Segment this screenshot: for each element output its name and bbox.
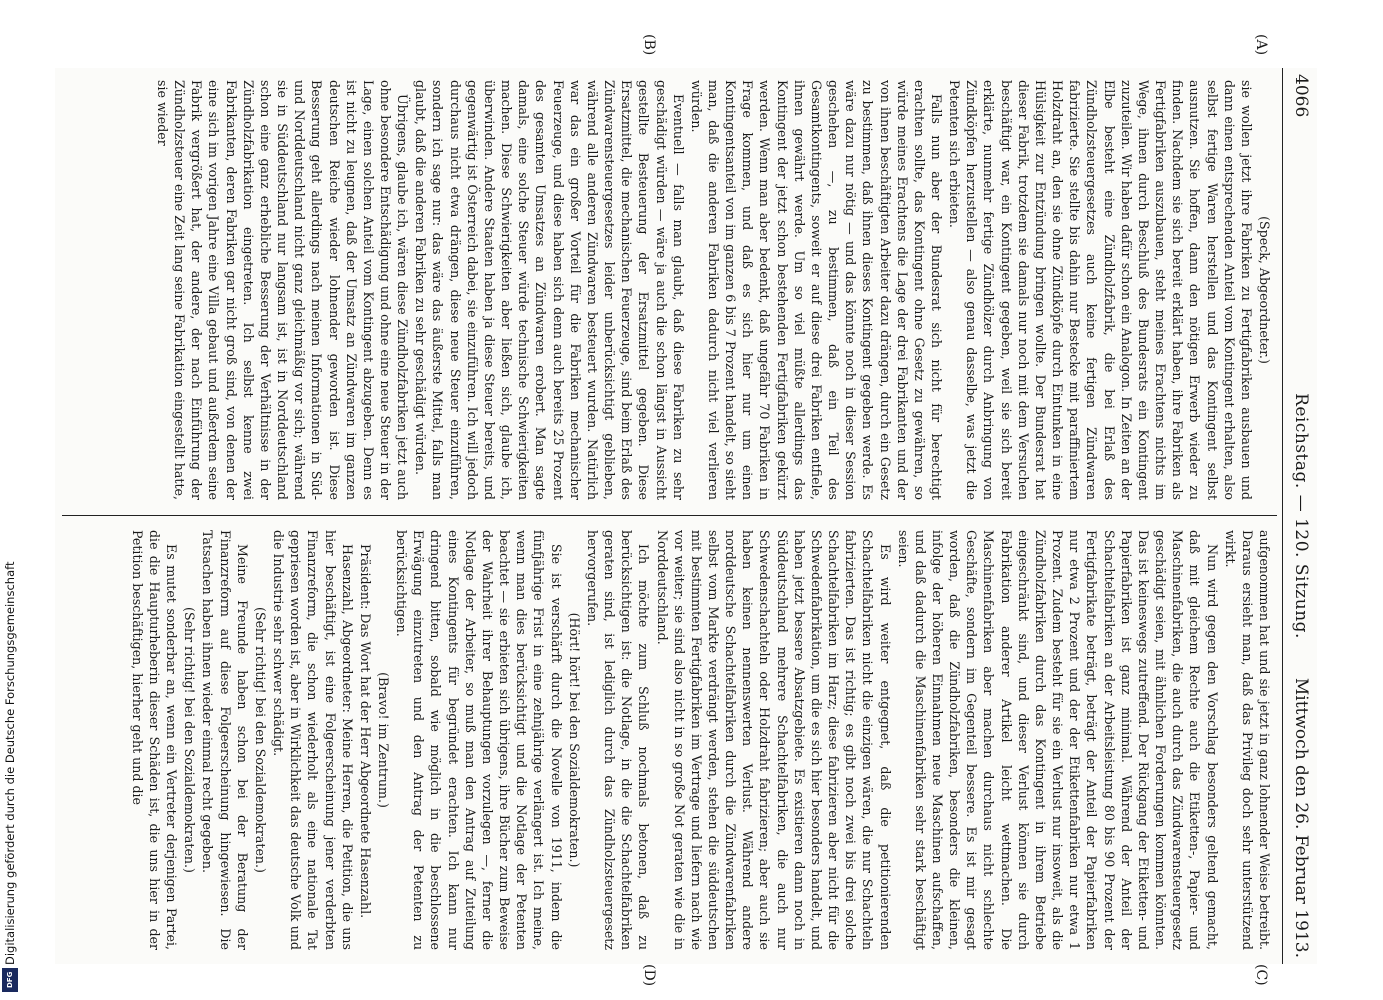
paragraph: sie wollen jetzt ihre Fabriken zu Fertigfabriken ausbauen und dann einen entsprechenden Anteil vom Kontingent erhalten, also selbst fertige Waren herstellen und das Kontingent selbst ausnutzen. Sie hoffen, dann den nötigen Erwerb wieder zu finden. Nachdem sie sich bereit erklärt haben, ihre Fabriken als Fertigfabriken auszubauen, steht meines Erachtens nichts im Wege, ihnen durch Beschluß des Bundesrats ein Kontingent zuzuteilen. Wir haben dafür schon ein Analogon. In Zeiten an der Elbe besteht eine Zündholzfabrik, die bei Erlaß des Zündholzsteuergesetzes auch keine fertigen Zündwaren fabrizierte. Sie stellte bis dahin nur Bestecke mit paraffiniertem Holzdraht an, den sie ohne Zündköpfe durch Eintunken in eine Hülsigkeit zur Entzündung bringen wollte. Der Bundesrat hat dieser Fabrik, trotzdem sie damals nur noch mit dem Versuchen beschäftigt war, ein Kontingent gegeben, weil sie sich bereit erklärte, nunmehr fertige Zündhölzer durch Anbringung von Zündköpfen herzustellen — also genau dasselbe, was jetzt die Petenten sich erbieten. <box>947 80 1254 500</box>
interjection: (Sehr richtig! bei den Sozialdemokraten.) <box>182 607 198 873</box>
column-divider <box>62 515 1277 516</box>
scanned-page <box>55 34 1317 987</box>
session-date: Mittwoch den 26. Februar 1913. <box>1291 677 1311 958</box>
sidebar-attribution <box>0 0 24 1000</box>
dfg-attribution-text: Digitalisierung gefördert durch die Deutsche Forschungsgemeinschaft <box>3 561 17 965</box>
paragraph: Es mutet sonderbar an, wenn ein Vertreter derjenigen Partei, die die Haupturheberin dieser Schäden ist, die uns hier in der Petition beschäftigen, hierher geht und die <box>129 530 180 950</box>
paragraph: Eventuell — falls man glaubt, daß diese Fabriken zu sehr geschädigt würden — wäre ja auch die schon längst in Aussicht gestellte Besteuerung der Ersatzmittel gegeben. Diese Ersatzmittel, die mechanischen Feuerzeuge, sind beim Erlaß des Zündwarensteuergesetzes leider unberücksichtigt geblieben, während alle anderen Zündwaren besteuert wurden. Natürlich war das ein großer Vorteil für die Fabriken mechanischer Feuerzeuge, und diese haben sich denn auch bereits 25 Prozent des gesamten Umsatzes an Zündwaren erobert. Man sagte damals, eine solche Steuer würde technische Schwierigkeiten machen. Diese Schwierigkeiten aber ließen sich, glaube ich, überwinden. Andere Staaten haben ja diese Steuer bereits, und gegenwärtig ist Österreich dabei, sie einzuführen. Ich will jedoch durchaus nicht etwa drängen, diese neue Steuer einzuführen, sondern ich sage nur: das wäre das äußerste Mittel, falls man glaubt, daß die anderen Fabriken zu sehr geschädigt würden. <box>413 80 686 500</box>
interjection: (Sehr richtig! bei den Sozialdemokraten.) <box>252 607 268 873</box>
margin-mark-c: (C) <box>1253 964 1269 986</box>
margin-mark-d: (D) <box>641 964 657 987</box>
paragraph: Meine Freunde haben schon bei der Beratung der Finanzreform auf diese Folgeerscheinung hingewiesen. Die Tatsachen haben ihnen wieder einmal recht gegeben. <box>200 530 250 950</box>
paragraph: Ich möchte zum Schluß nochmals betonen, daß zu berücksichtigen ist: die Notlage, in die die Schachtelfabriken geraten sind, ist lediglich durch das Zündholzsteuergesetz hervorgerufen. <box>584 530 652 950</box>
paragraph: Hasenzahl, Abgeordneter: Meine Herren, die Petition, die uns hier beschäftigt, ist eine Folgeerscheinung jener verderbten Finanzreform, die schon wiederholt als eine nationale Tat gepriesen worden ist, aber in Wirklichkeit das deutsche Volk und die Industrie sehr schwer schädigt. <box>271 530 355 950</box>
scanned-page-wrapper <box>55 34 1317 987</box>
running-head: Reichstag. — 120. Sitzung. <box>1291 393 1311 639</box>
paragraph: Nun wird gegen den Vorschlag besonders geltend gemacht, daß mit gleichem Rechte auch die Etiketten-, Papier- und Maschinenfabriken, die auch durch das Zündwarensteuergesetz geschädigt seien, mit ähnlichen Forderungen kommen könnten. Das ist keineswegs zutreffend. Der Rückgang der Etiketten- und Papierfabriken ist ganz minimal. Während der Anteil der Schachtelfabriken an der Arbeitsleistung 80 bis 90 Prozent der Fertigfabrikate beträgt, beträgt der Anteil der Papierfabriken nur etwa 2 Prozent und der der Etikettenfabriken nur etwa 1 Prozent. Zudem besteht für sie ein Verlust nur insoweit, als die Zündholzfabriken durch das Kontingent in ihrem Betriebe eingeschränkt sind, und dieser Verlust können sie durch Fabrikation anderer Artikel leicht wettmachen. Die Maschinenfabriken aber machen durchaus nicht schlechte Geschäfte, sondern im Gegenteil bessere. Es ist mir gesagt worden, daß die Zündholzfabriken, besonders die kleinen, infolge der höheren Einnahmen neue Maschinen aufschaffen, und daß dadurch die Maschinenfabriken sehr stark beschäftigt seien. <box>895 530 1220 950</box>
president-statement: Präsident: Das Wort hat der Herr Abgeordnete Hasenzahl. <box>357 544 373 919</box>
paragraph: Falls nun aber der Bundesrat sich nicht für berechtigt erachten sollte, das Kontingent ohne Gesetz zu gewähren, so würde meines Erachtens die Lage der drei Fabrikanten und der von ihnen beschäftigten Arbeiter dazu drängen, durch ein Gesetz zu bestimmen, daß ihnen dieses Kontingent gegeben werde. Es wäre dazu nur nötig — und das könnte noch in dieser Session geschehen —, zu bestimmen, daß ein Teil des Gesamtkontingents, soweit er auf diese drei Fabriken entfiele, ihnen gewährt werde. Um so viel müßte allerdings das Kontingent der jetzt schon bestehenden Fertigfabriken gekürzt werden. Wenn man aber bedenkt, daß ungefähr 70 Fabriken in Frage kommen, und daß es sich hier nur um einen Kontingentsanteil von im ganzen 6 bis 7 Prozent handelt, so sieht man, daß die anderen Fabriken dadurch nicht viel verlieren würden. <box>688 80 945 500</box>
margin-mark-b: (B) <box>641 34 657 56</box>
speaker-line: (Speck, Abgeordneter.) <box>1257 216 1272 364</box>
right-column <box>63 530 1273 950</box>
paragraph: Sie ist verschärft durch die Novelle von 1911, indem die fünfjährige Frist in eine zehnjährige verlängert ist. Ich meine, wenn man dies berücksichtigt und die Notlage der Petenten beachtet — sie erbieten sich übrigens, ihre Bücher zum Beweise der Wahrheit ihrer Behauptungen vorzulegen —, ferner die Notlage der Arbeiter, so muß man den Antrag auf Zuteilung eines Kontingents für begründet erachten. Ich kann nur dringend bitten, sobald wie möglich in die beschlossene Erwägung einzutreten und den Antrag der Petenten zu berücksichtigen. <box>394 530 564 950</box>
interjection: (Hört! hört! bei den Sozialdemokraten.) <box>566 612 582 868</box>
page-number: 4066 <box>1291 74 1311 118</box>
paragraph: Es wird weiter entgegnet, daß die petitionierenden Schachtelfabriken nicht die einzigen wären, die nur Schachteln fabrizierten. Das ist richtig; es gibt noch zwei bis drei solche Schachtelfabriken im Harz; diese fabrizieren aber nicht für die Schwedenfabrikation, um die es sich hier besonders handelt, und haben jetzt bessere Absatzgebiete. Es existieren dann noch in Süddeutschland mehrere Schachtelfabriken, die auch nur Schwedenschachteln oder Holzdraht fabrizieren; aber auch sie haben keinen nennenswerten Verlust. Während andere norddeutsche Schachtelfabriken durch die Zündwarenfabriken selbst vom Markte verdrängt werden, stehen die süddeutschen mit bestimmten Fertigfabriken im Vertrage und liefern nach wie vor weiter; sie sind also nicht in so große Not geraten wie die in Norddeutschland. <box>654 530 893 950</box>
margin-mark-a: (A) <box>1253 34 1269 56</box>
left-column <box>63 80 1273 500</box>
page-header <box>1282 68 1317 964</box>
interjection: (Bravo! im Zentrum.) <box>376 672 392 808</box>
dfg-logo: DFG <box>2 968 18 992</box>
paragraph: aufgenommen hat und sie jetzt in ganz lohnender Weise betreibt. Daraus ersieht man, daß das Privileg doch sehr unterstützend wirkt. <box>1222 530 1272 950</box>
paragraph: Übrigens, glaube ich, wären diese Zündholzfabriken jetzt auch ohne besondere Entschädigung und ohne eine neue Steuer in der Lage, einen solchen Anteil vom Kontingent abzugeben. Denn es ist nicht zu leugnen, daß der Umsatz an Zündwaren im ganzen deutschen Reiche wieder lohnender geworden ist. Diese Besserung geht allerdings nach meinen Informationen in Süd- und Norddeutschland nicht ganz gleichmäßig vor sich; während sie in Süddeutschland nur langsam ist, ist in Norddeutschland schon eine ganz erhebliche Besserung der Verhältnisse in der Zündholzfabrikation eingetreten. Ich selbst kenne zwei Fabrikanten, deren Fabriken gar nicht groß sind, von denen der eine sich im vorigen Jahre eine Villa gebaut und außerdem seine Fabrik vergrößert hat, der andere, der nach Einführung der Zündholzsteuer eine Zeit lang seine Fabrikation eingestellt hatte, sie wieder <box>155 80 411 500</box>
